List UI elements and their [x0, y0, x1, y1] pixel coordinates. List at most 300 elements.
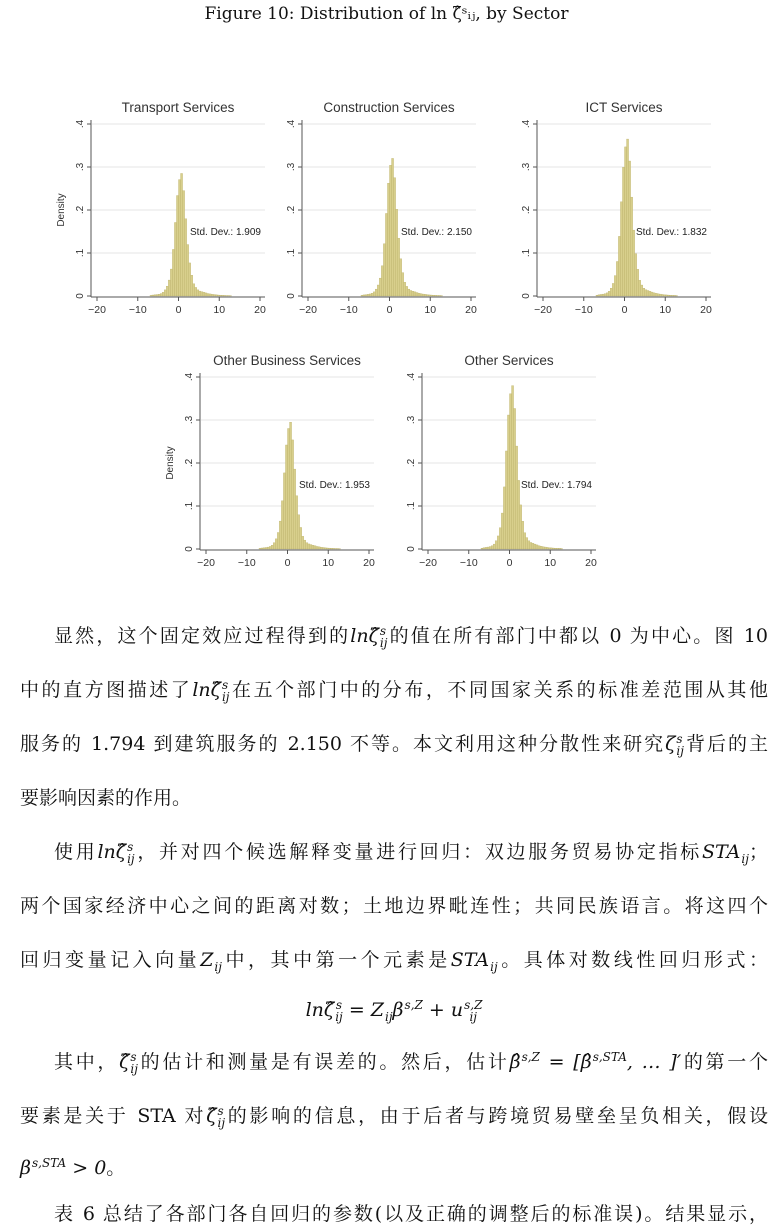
histogram-bar: [651, 292, 653, 296]
y-tick-label: .2: [406, 458, 417, 468]
math-expression: [422, 998, 483, 1024]
math-expression: [350, 624, 388, 650]
math-expression: [540, 1051, 627, 1073]
x-tick-label: 10: [424, 304, 437, 316]
math-base: STA: [702, 841, 741, 863]
histogram-bar: [279, 521, 281, 549]
histogram-bar: [620, 202, 622, 296]
histogram-bar: [195, 287, 197, 296]
y-tick-label: .4: [406, 372, 417, 382]
histogram-bar: [493, 544, 495, 549]
histogram-bar: [219, 295, 221, 296]
histogram-bar: [322, 547, 324, 549]
histogram-bar: [438, 295, 440, 296]
text-segment: 中，其中第一个元素是: [221, 949, 451, 971]
x-tick-label: 10: [544, 557, 557, 569]
histogram-bar: [211, 294, 213, 296]
histogram-bar: [191, 275, 193, 296]
y-tick-label: .4: [286, 119, 297, 129]
math-expression: [20, 1157, 66, 1179]
text-segment: 背后的主: [683, 733, 768, 755]
histogram-bar: [217, 295, 219, 296]
y-axis-label: Density: [56, 193, 67, 227]
math-scripts: [741, 841, 749, 865]
histogram-bar: [361, 295, 363, 296]
math-base: lnζ̂: [350, 625, 379, 647]
histogram-bar: [649, 291, 651, 296]
math-scripts: [405, 999, 423, 1023]
subscript: ij: [469, 1010, 478, 1024]
histogram-bar: [265, 547, 267, 549]
histogram-bar: [612, 283, 614, 296]
histogram-bar: [608, 291, 610, 296]
subscript: ij: [130, 1062, 138, 1076]
histogram-bar: [643, 288, 645, 296]
subscript: [593, 1063, 627, 1075]
histogram-svg: [50, 90, 270, 320]
x-tick-label: 0: [175, 304, 182, 316]
histogram-bar: [367, 294, 369, 296]
subscript: [405, 1011, 423, 1023]
histogram-bar: [639, 280, 641, 296]
histogram-bar: [261, 548, 263, 549]
x-tick-label: −10: [574, 304, 593, 316]
math-expression: [627, 1051, 681, 1073]
histogram-bar: [267, 547, 269, 549]
histogram-bar: [300, 527, 302, 549]
histogram-bar: [179, 180, 181, 296]
histogram-bar: [259, 548, 261, 549]
histogram-bar: [189, 263, 191, 296]
histogram-bar: [536, 545, 538, 549]
y-tick-label: .3: [75, 162, 86, 172]
histogram-bar: [614, 276, 616, 296]
subscript: ij: [127, 852, 135, 866]
histogram-bar: [526, 538, 528, 549]
superscript: s: [379, 624, 387, 638]
histogram-bar: [312, 545, 314, 549]
histogram-bar: [396, 209, 398, 296]
math-base: lnζ̂: [97, 841, 127, 863]
histogram-bar: [209, 294, 211, 296]
histogram-bar: [294, 469, 296, 549]
histogram-bar: [610, 288, 612, 296]
histogram-bar: [495, 541, 497, 549]
histogram-bar: [371, 293, 373, 296]
chart-title: Other Services: [464, 353, 554, 368]
histogram-bar: [635, 254, 637, 296]
chart-title: Transport Services: [121, 100, 235, 115]
histogram-bar: [512, 386, 514, 549]
x-tick-label: 0: [621, 304, 628, 316]
histogram-bar: [503, 487, 505, 549]
histogram-bar: [532, 543, 534, 549]
histogram-bar: [330, 548, 332, 549]
histogram-bar: [160, 294, 162, 296]
superscript: s: [127, 840, 134, 854]
histogram-bar: [600, 294, 602, 296]
histogram-bar: [489, 547, 491, 549]
x-tick-label: −20: [299, 304, 317, 316]
superscript: s,Z: [521, 1050, 540, 1064]
histogram-bar: [377, 285, 379, 296]
x-tick-label: 20: [585, 557, 597, 569]
math-base: Z: [200, 949, 214, 971]
histogram-bar: [288, 428, 290, 549]
histogram-bar: [304, 540, 306, 549]
subscript: ij: [490, 960, 498, 974]
histogram-bar: [416, 293, 418, 296]
std-dev-annotation: Std. Dev.: 1.832: [636, 227, 707, 238]
histogram-bar: [522, 521, 524, 549]
histogram-bar: [205, 293, 207, 296]
text-segment: 显然，这个固定效应过程得到的: [54, 625, 351, 647]
histogram-bar: [520, 505, 522, 549]
text-segment: 。具体对数线性回归形式：: [497, 949, 768, 971]
chart-other-services: [381, 343, 601, 573]
math-base: = Z: [342, 999, 384, 1021]
subscript: ij: [217, 1116, 226, 1130]
histogram-bar: [381, 266, 383, 296]
histogram-bar: [398, 238, 400, 296]
histogram-bar: [193, 284, 195, 296]
x-tick-label: −10: [128, 304, 147, 316]
x-tick-label: −20: [88, 304, 106, 316]
histogram-svg: [496, 90, 716, 320]
math-scripts: [593, 1051, 627, 1075]
histogram-bar: [514, 408, 516, 549]
histogram-bar: [213, 295, 215, 296]
x-tick-label: −10: [339, 304, 358, 316]
histogram-bar: [550, 548, 552, 549]
histogram-bar: [659, 294, 661, 296]
math-expression: [665, 732, 684, 758]
chart-ict-services: [496, 90, 716, 320]
subscript: ij: [335, 1010, 343, 1024]
histogram-bar: [661, 294, 663, 296]
histogram-bar: [156, 295, 158, 296]
chart-other-business-services: [159, 343, 379, 573]
histogram-bar: [271, 545, 273, 549]
math-base: > 0: [66, 1157, 107, 1179]
text-line: [20, 732, 768, 757]
y-tick-label: 0: [406, 546, 417, 552]
x-tick-label: −10: [237, 557, 256, 569]
histogram-bar: [369, 294, 371, 296]
math-scripts: [214, 949, 222, 973]
histogram-bar: [663, 295, 665, 296]
histogram-bar: [387, 183, 389, 296]
histogram-bar: [275, 539, 277, 549]
superscript: s: [217, 1104, 224, 1118]
text-segment: 的值在所有部门中都以 0 为中心。图 10: [387, 625, 768, 647]
histogram-bar: [647, 291, 649, 296]
histogram-bar: [657, 294, 659, 296]
histogram-bar: [154, 295, 156, 296]
text-line: [20, 1050, 768, 1075]
histogram-bar: [406, 286, 408, 296]
text-line: [20, 786, 768, 810]
y-tick-label: 0: [286, 293, 297, 299]
histogram-bar: [197, 290, 199, 296]
histogram-bar: [363, 295, 365, 296]
histogram-bar: [316, 546, 318, 549]
x-tick-label: 20: [465, 304, 477, 316]
histogram-bar: [629, 161, 631, 296]
math-scripts: [218, 1105, 226, 1129]
histogram-bar: [383, 244, 385, 296]
x-tick-label: 0: [506, 557, 513, 569]
histogram-bar: [538, 546, 540, 549]
histogram-bar: [542, 547, 544, 549]
subscript: [32, 1169, 66, 1181]
histogram-bar: [308, 544, 310, 549]
histogram-bar: [290, 422, 292, 549]
histogram-bar: [152, 295, 154, 296]
y-tick-label: .2: [286, 205, 297, 215]
histogram-bar: [534, 544, 536, 549]
math-base: STA: [450, 949, 490, 971]
chart-construction-services: [261, 90, 481, 320]
x-tick-label: 20: [363, 557, 375, 569]
histogram-bar: [172, 249, 174, 296]
math-base: = [β̂: [539, 1051, 592, 1073]
histogram-bar: [622, 167, 624, 296]
histogram-bar: [324, 548, 326, 549]
y-tick-label: .4: [184, 372, 195, 382]
histogram-bar: [420, 294, 422, 296]
superscript: s,Z: [464, 998, 483, 1012]
math-base: + u: [422, 999, 464, 1021]
histogram-bar: [436, 295, 438, 296]
y-tick-label: .1: [406, 501, 417, 511]
histogram-svg: [381, 343, 601, 573]
histogram-bar: [546, 547, 548, 549]
math-base: lnζ̂: [305, 999, 335, 1021]
histogram-bar: [181, 173, 183, 296]
superscript: s: [221, 678, 229, 692]
histogram-bar: [187, 245, 189, 296]
x-tick-label: 20: [254, 304, 266, 316]
histogram-bar: [373, 292, 375, 296]
text-segment: ，并对四个候选解释变量进行回归：双边服务贸易协定指标: [134, 841, 703, 863]
histogram-bar: [524, 533, 526, 549]
histogram-bar: [332, 548, 334, 549]
std-dev-annotation: Std. Dev.: 1.909: [190, 227, 261, 238]
histogram-bar: [544, 547, 546, 549]
histogram-bar: [199, 291, 201, 296]
x-tick-label: 10: [659, 304, 672, 316]
math-expression: [206, 1104, 226, 1130]
histogram-bar: [201, 292, 203, 296]
histogram-bar: [174, 222, 176, 296]
x-tick-label: 10: [322, 557, 335, 569]
text-line: [20, 894, 768, 918]
histogram-bar: [501, 513, 503, 549]
histogram-bar: [402, 273, 404, 296]
histogram-bar: [631, 197, 633, 296]
x-tick-label: 20: [700, 304, 712, 316]
std-dev-annotation: Std. Dev.: 1.953: [299, 480, 370, 491]
text-line: [20, 1202, 768, 1226]
y-tick-label: .1: [184, 501, 195, 511]
histogram-bar: [510, 394, 512, 549]
histogram-bar: [408, 289, 410, 296]
histogram-bar: [606, 293, 608, 296]
text-segment: ；: [748, 841, 768, 863]
x-tick-label: 0: [386, 304, 393, 316]
histogram-bar: [637, 269, 639, 296]
histogram-bar: [306, 543, 308, 549]
histogram-bar: [499, 528, 501, 549]
math-expression: [97, 840, 135, 866]
histogram-bar: [285, 445, 287, 549]
histogram-bar: [665, 295, 667, 296]
histogram-bar: [625, 147, 627, 296]
histogram-bar: [176, 196, 178, 296]
histogram-bar: [671, 295, 673, 296]
superscript: s: [676, 732, 683, 746]
math-base: β: [20, 1157, 31, 1179]
x-tick-label: −20: [534, 304, 552, 316]
math-expression: [200, 949, 222, 974]
histogram-bar: [530, 542, 532, 549]
histogram-bar: [365, 295, 367, 296]
histogram-bar: [414, 292, 416, 296]
math-scripts: [464, 999, 482, 1023]
math-base: ζ̂: [206, 1105, 217, 1127]
histogram-bar: [653, 293, 655, 296]
histogram-bar: [667, 295, 669, 296]
math-scripts: [676, 733, 684, 757]
histogram-bar: [166, 286, 168, 296]
subscript: [522, 1063, 540, 1075]
math-base: ζ: [665, 733, 676, 755]
std-dev-annotation: Std. Dev.: 1.794: [521, 480, 592, 491]
math-scripts: [32, 1157, 66, 1181]
chart-title: ICT Services: [585, 100, 663, 115]
histogram-bar: [281, 501, 283, 549]
math-base: , … ]′: [626, 1051, 682, 1073]
histogram-bar: [183, 191, 185, 296]
histogram-bar: [518, 480, 520, 549]
histogram-bar: [430, 295, 432, 296]
histogram-bar: [481, 548, 483, 549]
histogram-bar: [552, 548, 554, 549]
histogram-bar: [185, 219, 187, 296]
math-base: β: [392, 999, 404, 1021]
histogram-bar: [596, 295, 598, 296]
chart-title: Construction Services: [323, 100, 455, 115]
histogram-bar: [669, 295, 671, 296]
histogram-bar: [221, 295, 223, 296]
histogram-svg: [261, 90, 481, 320]
y-tick-label: .2: [184, 458, 195, 468]
chart-transport-services: [50, 90, 270, 320]
y-tick-label: .2: [521, 205, 532, 215]
y-tick-label: .4: [75, 119, 86, 129]
histogram-bar: [426, 295, 428, 296]
text-line: [20, 1156, 768, 1181]
math-base: lnζ̂: [192, 679, 221, 701]
histogram-bar: [497, 536, 499, 549]
x-tick-label: −20: [419, 557, 437, 569]
subscript: ij: [214, 960, 222, 974]
histogram-bar: [400, 259, 402, 296]
y-tick-label: .4: [521, 119, 532, 129]
y-axis-label: Density: [165, 446, 176, 480]
math-base: β̂: [509, 1051, 521, 1073]
histogram-bar: [505, 451, 507, 549]
text-segment: 在五个部门中的分布，不同国家关系的标准差范围从其他: [229, 679, 768, 701]
y-tick-label: .1: [75, 248, 86, 258]
histogram-bar: [516, 446, 518, 549]
histogram-bar: [604, 294, 606, 296]
histogram-bar: [434, 295, 436, 296]
superscript: s,STA: [31, 1156, 67, 1170]
histogram-bar: [328, 548, 330, 549]
math-expression: [393, 999, 423, 1021]
y-tick-label: .3: [521, 162, 532, 172]
histogram-bar: [263, 548, 265, 549]
text-segment: 的第一个: [681, 1051, 768, 1073]
math-scripts: [385, 999, 393, 1023]
histogram-bar: [318, 547, 320, 549]
histogram-bar: [320, 547, 322, 549]
x-tick-label: 10: [213, 304, 226, 316]
histogram-bar: [277, 533, 279, 549]
histogram-bar: [385, 213, 387, 296]
histogram-bar: [269, 546, 271, 549]
math-expression: [305, 998, 343, 1024]
text-segment: 使用: [54, 841, 98, 863]
histogram-bar: [203, 292, 205, 296]
histogram-bar: [302, 536, 304, 549]
text-segment: 表 6 总结了各部门各自回归的参数(以及正确的调整后的标准误)。结果显示，: [54, 1203, 768, 1225]
histogram-bar: [298, 515, 300, 549]
histogram-bar: [273, 543, 275, 549]
histogram-bar: [375, 289, 377, 296]
histogram-bar: [215, 295, 217, 296]
text-segment: 。: [106, 1157, 126, 1179]
histogram-bar: [554, 548, 556, 549]
histogram-bar: [491, 546, 493, 549]
y-tick-label: .1: [521, 248, 532, 258]
subscript: ij: [221, 690, 230, 704]
histogram-bar: [627, 139, 629, 296]
text-line: [20, 840, 768, 865]
text-segment: 其中，: [54, 1051, 120, 1073]
histogram-bar: [641, 285, 643, 296]
regression-equation: [20, 998, 768, 1023]
histogram-bar: [170, 269, 172, 296]
histogram-bar: [645, 290, 647, 296]
math-expression: [702, 841, 749, 866]
math-expression: [119, 1050, 138, 1076]
math-scripts: [522, 1051, 540, 1075]
subscript: ij: [379, 636, 388, 650]
histogram-bar: [655, 293, 657, 296]
y-tick-label: 0: [521, 293, 532, 299]
text-line: [20, 678, 768, 703]
math-expression: [510, 1051, 540, 1073]
text-segment: 要影响因素的作用。: [20, 787, 192, 809]
math-expression: [192, 678, 230, 704]
text-segment: 回归变量记入向量: [20, 949, 201, 971]
histogram-bar: [404, 282, 406, 296]
subscript: ij: [384, 1010, 393, 1024]
histogram-bar: [223, 295, 225, 296]
